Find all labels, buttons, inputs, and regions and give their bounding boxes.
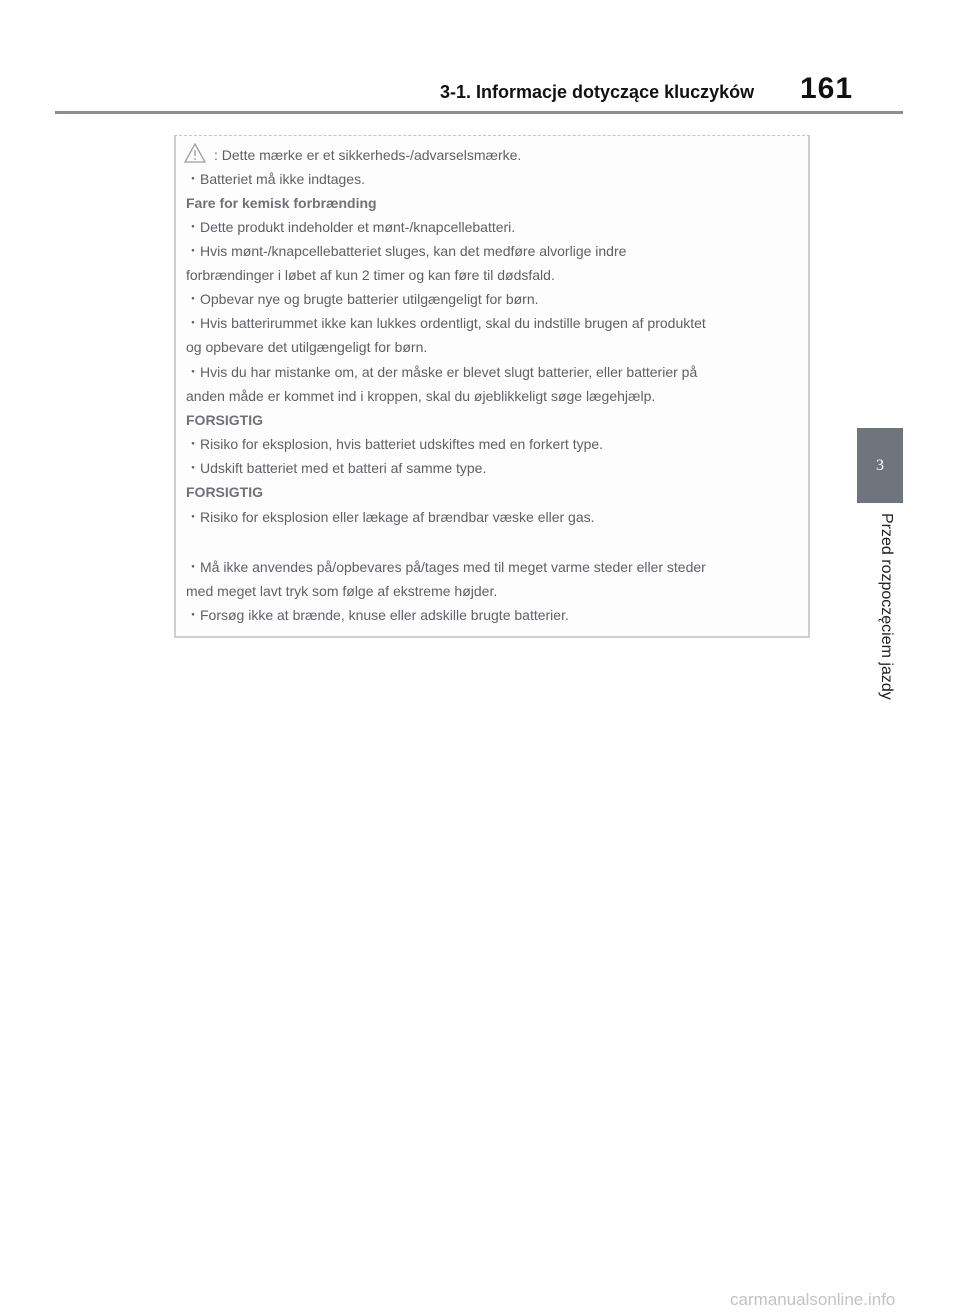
notice-line: ・Hvis du har mistanke om, at der måske er blevet slugt batterier, eller batterier på: [186, 364, 698, 380]
chapter-title: Przed rozpoczęciem jazdy: [878, 513, 895, 700]
notice-heading: FORSIGTIG: [186, 484, 263, 500]
page-number: 161: [800, 72, 854, 105]
notice-symbol-explanation: : Dette mærke er et sikkerheds-/advarselsmærke.: [214, 147, 522, 163]
notice-line: ・Hvis mønt-/knapcellebatteriet sluges, kan det medføre alvorlige indre: [186, 243, 627, 259]
notice-line: ・Dette produkt indeholder et mønt-/knapcellebatteri.: [186, 219, 516, 235]
notice-line: ・Udskift batteriet med et batteri af samme type.: [186, 460, 487, 476]
notice-line: og opbevare det utilgængeligt for børn.: [186, 339, 428, 355]
notice-line: ・Forsøg ikke at brænde, knuse eller adskille brugte batterier.: [186, 607, 569, 623]
notice-heading: Fare for kemisk forbrænding: [186, 195, 377, 211]
notice-line: ・Må ikke anvendes på/opbevares på/tages med til meget varme steder eller steder: [186, 559, 706, 575]
notice-line: forbrændinger i løbet af kun 2 timer og kan føre til dødsfald.: [186, 267, 555, 283]
warning-triangle-icon: [184, 143, 206, 163]
section-title: 3-1. Informacje dotyczące kluczyków: [440, 82, 755, 102]
notice-line: ・Hvis batterirummet ikke kan lukkes ordentligt, skal du indstille brugen af produktet: [186, 315, 706, 331]
watermark: carmanualsonline.info: [730, 1290, 896, 1309]
notice-line: ・Risiko for eksplosion, hvis batteriet udskiftes med en forkert type.: [186, 436, 604, 452]
header-rule: [55, 111, 903, 114]
notice-line: anden måde er kommet ind i kroppen, skal du øjeblikkeligt søge lægehjælp.: [186, 388, 656, 404]
notice-line: med meget lavt tryk som følge af ekstreme højder.: [186, 583, 498, 599]
notice-line: ・Batteriet må ikke indtages.: [186, 171, 365, 187]
chapter-tab: 3: [857, 428, 903, 503]
notice-line: ・Opbevar nye og brugte batterier utilgængeligt for børn.: [186, 291, 539, 307]
notice-heading: FORSIGTIG: [186, 412, 263, 428]
notice-line: ・Risiko for eksplosion eller lækage af brændbar væske eller gas.: [186, 509, 595, 525]
